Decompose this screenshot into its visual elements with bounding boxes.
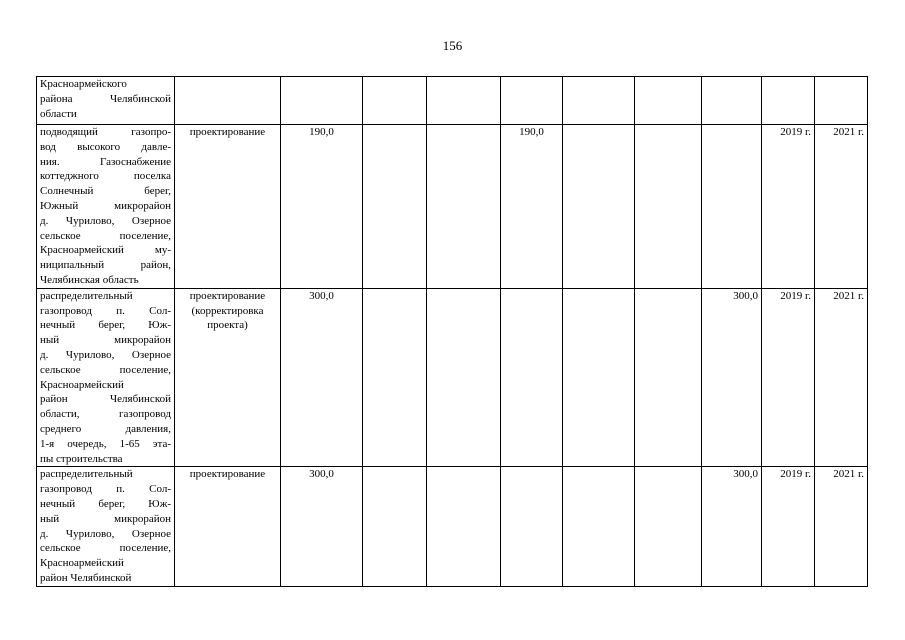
total-cell: 300,0 bbox=[281, 288, 363, 467]
value-cell bbox=[501, 467, 563, 587]
description-line: распределительный bbox=[40, 468, 133, 481]
description-line: д. Чурилово, Озерное bbox=[40, 348, 171, 361]
value-cell bbox=[427, 467, 501, 587]
start-year-cell: 2019 г. bbox=[762, 467, 815, 587]
work-type-cell: проектирование bbox=[175, 125, 281, 289]
description-line: нечный берег, Юж- bbox=[40, 319, 171, 332]
start-year-cell: 2019 г. bbox=[762, 288, 815, 467]
object-description-cell bbox=[37, 77, 175, 125]
description-line: коттеджного поселка bbox=[40, 170, 171, 183]
value-cell bbox=[702, 125, 762, 289]
description-line: Красноармейский bbox=[40, 557, 124, 570]
description-line: газопровод п. Сол- bbox=[40, 483, 171, 496]
value-cell bbox=[427, 288, 501, 467]
description-line: ниципальный район, bbox=[40, 259, 171, 272]
table-row bbox=[37, 467, 868, 587]
end-year-cell: 2021 г. bbox=[815, 288, 868, 467]
description-line: Красноармейский му- bbox=[40, 244, 171, 257]
description-line: Красноармейский bbox=[40, 378, 124, 391]
description-line: подводящий газопро- bbox=[40, 126, 171, 138]
value-cell bbox=[635, 77, 702, 125]
table-row bbox=[37, 288, 868, 467]
value-cell bbox=[635, 288, 702, 467]
table-body bbox=[37, 77, 868, 587]
description-line: газопровод п. Сол- bbox=[40, 304, 171, 317]
investment-table bbox=[36, 76, 868, 587]
value-cell bbox=[501, 77, 563, 125]
work-type-cell bbox=[175, 77, 281, 125]
value-cell bbox=[702, 77, 762, 125]
value-cell bbox=[427, 125, 501, 289]
object-description-cell bbox=[37, 288, 175, 467]
work-type-cell: проектирование (корректировка проекта) bbox=[175, 288, 281, 467]
work-type-cell: проектирование bbox=[175, 467, 281, 587]
description-line: д. Чурилово, Озерное bbox=[40, 214, 171, 227]
total-cell: 190,0 bbox=[281, 125, 363, 289]
description-line: области, газопровод bbox=[40, 408, 171, 421]
description-line: сельское поселение, bbox=[40, 363, 171, 376]
start-year-cell bbox=[762, 77, 815, 125]
start-year-cell: 2019 г. bbox=[762, 125, 815, 289]
description-line: распределительный bbox=[40, 289, 133, 302]
description-line: д. Чурилово, Озерное bbox=[40, 527, 171, 540]
description-line: сельское поселение, bbox=[40, 542, 171, 555]
description-line: района Челябинской bbox=[40, 92, 171, 105]
description-line: Челябинская область bbox=[40, 273, 139, 286]
value-cell bbox=[635, 467, 702, 587]
value-cell bbox=[363, 125, 427, 289]
description-line: сельское поселение, bbox=[40, 229, 171, 242]
object-description-cell bbox=[37, 467, 175, 587]
value-cell bbox=[427, 77, 501, 125]
description-line: пы строительства bbox=[40, 452, 123, 465]
page-number: 156 bbox=[442, 38, 463, 53]
description-line: Южный микрорайон bbox=[40, 199, 171, 212]
table-row bbox=[37, 125, 868, 289]
table-row bbox=[37, 77, 868, 125]
value-cell bbox=[563, 467, 635, 587]
object-description-cell bbox=[37, 125, 175, 289]
value-cell bbox=[363, 288, 427, 467]
end-year-cell bbox=[815, 77, 868, 125]
description-line: нечный берег, Юж- bbox=[40, 497, 171, 510]
description-line: Красноармейского bbox=[40, 78, 127, 90]
value-cell bbox=[363, 77, 427, 125]
end-year-cell: 2021 г. bbox=[815, 125, 868, 289]
description-line: ния. Газоснабжение bbox=[40, 155, 171, 168]
description-line: Солнечный берег, bbox=[40, 185, 171, 198]
description-line: ный микрорайон bbox=[40, 334, 171, 347]
total-cell: 300,0 bbox=[281, 467, 363, 587]
description-line: 1-я очередь, 1-65 эта- bbox=[40, 437, 171, 450]
description-line: район Челябинской bbox=[40, 571, 132, 584]
value-cell: 300,0 bbox=[702, 467, 762, 587]
description-line: вод высокого давле- bbox=[40, 140, 171, 153]
value-cell: 300,0 bbox=[702, 288, 762, 467]
value-cell bbox=[363, 467, 427, 587]
description-line: ный микрорайон bbox=[40, 512, 171, 525]
value-cell: 190,0 bbox=[501, 125, 563, 289]
value-cell bbox=[563, 77, 635, 125]
description-line: среднего давления, bbox=[40, 422, 171, 435]
end-year-cell: 2021 г. bbox=[815, 467, 868, 587]
value-cell bbox=[563, 125, 635, 289]
value-cell bbox=[563, 288, 635, 467]
total-cell bbox=[281, 77, 363, 125]
description-line: район Челябинской bbox=[40, 393, 171, 406]
value-cell bbox=[501, 288, 563, 467]
value-cell bbox=[635, 125, 702, 289]
description-line: области bbox=[40, 107, 77, 120]
